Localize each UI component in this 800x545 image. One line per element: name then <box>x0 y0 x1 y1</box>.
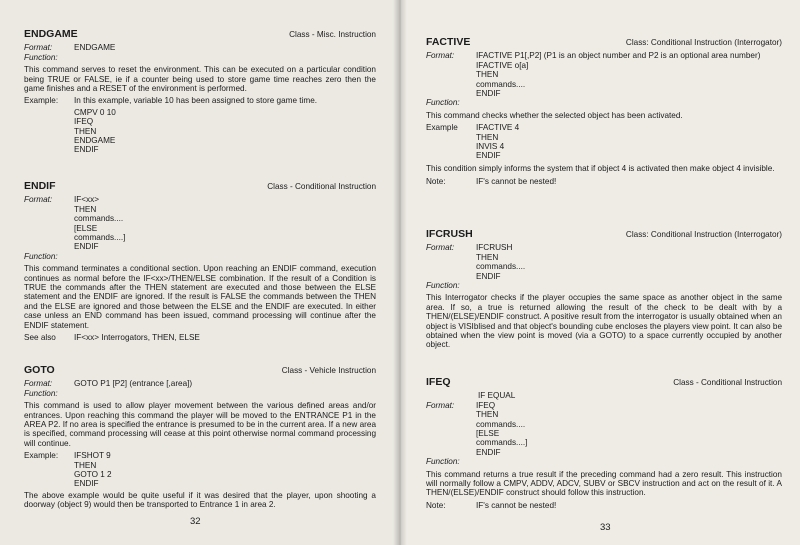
description: This command terminates a conditional section. Upon reaching an ENDIF command, execution continues as normal before the IF<xx>/THEN/ELSE combination. If the result of a Condition is TRUE the commands after the THEN statement are executed and those between the ELSE statement and the ENDIF are ignored. If the result is FALSE the commands between the THEN and the ELSE are ignored and those between the ELSE and the ENDIF are executed. In either case unless an END command has been issued, command processing will continue after the ENDIF statement. <box>24 264 376 330</box>
goto-entry <box>24 366 376 510</box>
format-text: IF<xx> THEN commands.... [ELSE commands....] ENDIF <box>74 195 126 252</box>
function-label: Function: <box>426 98 460 108</box>
entry-title: IFEQ <box>426 376 451 388</box>
format-text: IFEQ THEN commands.... [ELSE commands....] ENDIF <box>476 400 528 457</box>
page-number: 32 <box>190 516 201 527</box>
example-code: IFSHOT 9 THEN GOTO 1 2 ENDIF <box>74 451 112 489</box>
example-label: Example <box>426 123 458 133</box>
function-label: Function: <box>24 52 58 62</box>
format-text: GOTO P1 [P2] (entrance [,area]) <box>74 379 193 389</box>
format-text: IFCRUSH THEN commands.... ENDIF <box>476 243 526 281</box>
entry-subtitle: IF EQUAL <box>478 391 516 401</box>
book-gutter <box>393 0 407 545</box>
function-label: Function: <box>24 388 58 398</box>
description: This command serves to reset the environment. This can be executed on a particular condition being TRUE or FALSE, ie if a counter being used to store game time reaches zero then the game finishes and a RESET of the environment is performed. <box>24 65 376 94</box>
format-label: Format: <box>24 379 53 389</box>
description: This Interrogator checks if the player occupies the same space as another object in the same area. If so, a true is returned allowing the result of the check to be dealt with by a THEN/(ELSE)/ENDIF construct. A positive result from the interrogator is usually obtained when an object is VISIblised and that object's bounding cube encloses the players view point. It can also be obtained when the view point is moved (via a GOTO) to a space currently occupied by another object. <box>426 293 782 350</box>
example-label: Example: <box>24 451 59 461</box>
description: This command returns a true result if the preceding command had a zero result. This instruction will normally follow a CMPV, ADDV, ADCV, SUBV or SBCV instruction and act on the result of it. A THEN/(ELSE)/ENDIF construct should follow this instruction. <box>426 469 782 498</box>
entry-title: ENDIF <box>24 180 56 192</box>
ifeq-entry <box>426 378 782 510</box>
see-also-text: IF<xx> Interrogators, THEN, ELSE <box>74 333 200 343</box>
see-also-label: See also <box>24 333 56 343</box>
entry-title: FACTIVE <box>426 36 471 48</box>
factive-entry <box>426 38 782 187</box>
entry-class: Class - Misc. Instruction <box>289 30 376 39</box>
endgame-entry <box>24 30 376 155</box>
page-number: 33 <box>600 522 611 533</box>
example-text: In this example, variable 10 has been assigned to store game time. <box>74 96 318 106</box>
example-label: Example: <box>24 96 59 106</box>
format-text: IFACTIVE P1[,P2] (P1 is an object number and P2 is an optional area number) IFACTIVE o[a] THEN commands.... ENDIF <box>476 51 761 99</box>
format-text: ENDGAME <box>74 43 116 53</box>
entry-title: IFCRUSH <box>426 228 473 240</box>
function-label: Function: <box>426 457 460 467</box>
function-label: Function: <box>426 281 460 291</box>
example-explanation: The above example would be quite useful if it was desired that the player, upon shooting a doorway (object 9) would then be transported to Entrance 1 in area 2. <box>24 490 376 510</box>
note-text: IF's cannot be nested! <box>476 500 557 510</box>
entry-title: ENDGAME <box>24 28 78 40</box>
entry-class: Class - Vehicle Instruction <box>281 366 376 375</box>
format-label: Format: <box>426 400 455 410</box>
endif-entry <box>24 182 376 343</box>
description: This command is used to allow player movement between the various defined areas and/or entrances. Upon reaching this command the player will be moved to the ENTRANCE P1 in the AREA P2. If no area is specified the entrance is presumed to be in the current area. If a new area is specified, command processing will cease at this point otherwise normal command processing will continue. <box>24 401 376 448</box>
entry-class: Class - Conditional Instruction <box>267 182 376 191</box>
entry-title: GOTO <box>24 364 55 376</box>
function-label: Function: <box>24 251 58 261</box>
description: This command checks whether the selected object has been activated. <box>426 110 683 120</box>
ifcrush-entry <box>426 230 782 350</box>
note-text: IF's cannot be nested! <box>476 177 557 187</box>
note-label: Note: <box>426 500 446 510</box>
right-page <box>400 0 800 545</box>
note-label: Note: <box>426 177 446 187</box>
format-label: Format: <box>426 51 455 61</box>
format-label: Format: <box>426 243 455 253</box>
format-label: Format: <box>24 195 53 205</box>
entry-class: Class: Conditional Instruction (Interrogator) <box>625 230 782 239</box>
example-code: CMPV 0 10 IFEQ THEN ENDGAME ENDIF <box>74 107 116 155</box>
example-code: IFACTIVE 4 THEN INVIS 4 ENDIF <box>476 123 520 161</box>
format-label: Format: <box>24 43 53 53</box>
example-explanation: This condition simply informs the system that if object 4 is activated then make object 4 invisible. <box>426 163 775 173</box>
entry-class: Class: Conditional Instruction (Interrogator) <box>625 38 782 47</box>
entry-class: Class - Conditional Instruction <box>673 378 782 387</box>
